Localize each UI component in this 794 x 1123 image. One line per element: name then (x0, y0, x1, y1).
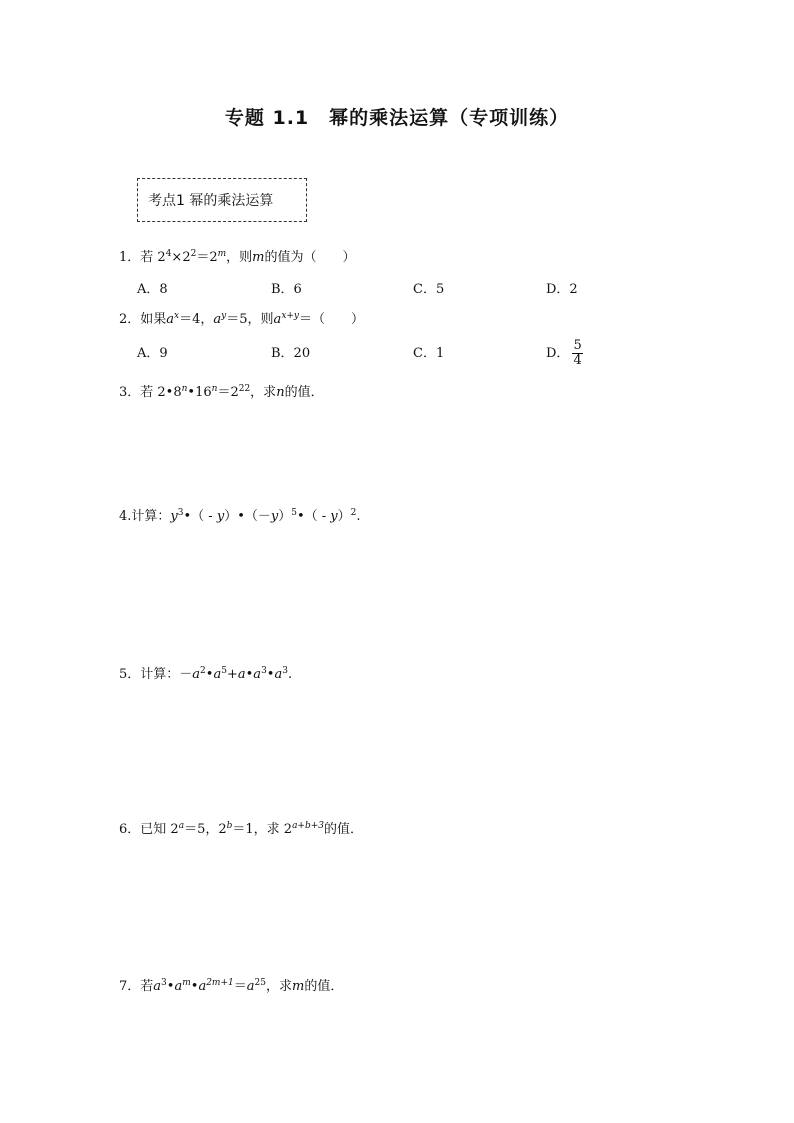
q3-text: ，求 (250, 385, 277, 400)
q5-exponent: 3 (261, 666, 267, 676)
q2-option-b: B．20 (271, 346, 311, 361)
q7-exponent: 3 (161, 978, 167, 988)
q7-exponent: 25 (254, 978, 266, 988)
question-6 (119, 822, 363, 838)
q6-text: 6．已知 2 (119, 822, 179, 837)
q7-text: • (166, 979, 175, 994)
q5-text: + (226, 667, 238, 682)
q5-exponent: 5 (221, 666, 227, 676)
q2-exponent: x+y (281, 311, 300, 321)
q6-exponent: a (178, 821, 185, 831)
q4-text: . (356, 509, 361, 524)
q7-text: ，求 (265, 979, 292, 994)
q6-text: ＝1，求 2 (232, 822, 293, 837)
q2-exponent: x (174, 311, 180, 321)
question-2 (119, 312, 364, 328)
q5-text: 5．计算：－ (119, 667, 193, 682)
q3-variable: n (276, 385, 285, 400)
q4-text: 4.计算： (119, 509, 171, 524)
q3-exponent: n (211, 384, 218, 394)
q7-text: 的值． (304, 979, 344, 994)
q3-exponent: 22 (238, 384, 251, 394)
q3-text: •16 (187, 385, 212, 400)
q3-exponent: n (181, 384, 188, 394)
fraction-numerator: 5 (573, 338, 582, 353)
q5-text: • (266, 667, 275, 682)
q2-text: 2．如果 (119, 312, 167, 327)
question-5 (119, 667, 292, 683)
question-4 (119, 509, 361, 525)
question-3 (119, 385, 324, 401)
q2-text: ＝5，则 (226, 312, 274, 327)
q5-exponent: 3 (282, 666, 288, 676)
q1-option-c: C．5 (413, 282, 445, 297)
q4-exponent: 5 (291, 508, 297, 518)
q1-text: 的值为（ ） (264, 250, 356, 265)
fraction-denominator: 4 (573, 353, 582, 368)
q2-text: ＝4， (179, 312, 214, 327)
q7-variable: a (246, 979, 255, 994)
q3-text: ＝2 (217, 385, 239, 400)
q5-text: • (245, 667, 254, 682)
q2-variable: a (166, 312, 175, 327)
q4-text: •（ - (296, 509, 331, 524)
q3-text: 3．若 2•8 (119, 385, 182, 400)
section-label: 考点1 幂的乘法运算 (148, 193, 274, 209)
q4-variable: y (330, 509, 338, 524)
q1-option-b: B．6 (271, 282, 302, 297)
q6-exponent: a+b+3 (292, 821, 324, 831)
page-title: 专题 1.1 幂的乘法运算（专项训练） (224, 107, 570, 129)
q2-option-d (546, 339, 583, 368)
q1-variable: m (252, 250, 265, 265)
section-label-box (137, 178, 307, 222)
q2-option-c: C．1 (413, 346, 445, 361)
q5-variable: a (274, 667, 283, 682)
q1-text: ，则 (226, 250, 253, 265)
q3-text: 的值． (284, 385, 324, 400)
q4-variable: y (170, 509, 178, 524)
q2-option-a: A．9 (137, 346, 168, 361)
q5-variable: a (237, 667, 246, 682)
q2-option-d-fraction (572, 339, 582, 368)
q2-variable: a (213, 312, 222, 327)
q5-text: . (287, 667, 293, 682)
q7-variable: m (291, 979, 305, 994)
q4-text: ） (337, 509, 351, 524)
q7-variable: a (153, 979, 162, 994)
q1-text: 1．若 2 (119, 250, 166, 265)
q7-variable: a (198, 979, 207, 994)
q4-exponent: 3 (177, 508, 184, 518)
q4-exponent: 2 (350, 508, 357, 518)
q5-variable: a (253, 667, 262, 682)
q5-variable: a (213, 667, 222, 682)
q7-text: • (190, 979, 199, 994)
q1-exponent: 4 (165, 249, 172, 259)
q7-text: 7．若 (119, 979, 154, 994)
q6-exponent: b (226, 821, 233, 831)
q4-text: ） (278, 509, 292, 524)
q1-option-d: D．2 (546, 282, 578, 297)
q4-text: ）•（－ (224, 509, 271, 524)
q1-text: ×2 (171, 250, 191, 265)
q5-exponent: 2 (200, 666, 206, 676)
q7-text: ＝ (233, 979, 247, 994)
question-1 (119, 250, 356, 266)
q2-text: ＝（ ） (299, 312, 365, 327)
q2-option-d-label: D． (546, 346, 570, 361)
q5-variable: a (192, 667, 201, 682)
q6-text: ＝5，2 (184, 822, 227, 837)
q7-variable: a (174, 979, 183, 994)
q1-text: ＝2 (196, 250, 218, 265)
q1-exponent: 2 (190, 249, 197, 259)
q1-exponent: m (217, 249, 227, 259)
q2-variable: a (273, 312, 282, 327)
q7-exponent: m (182, 978, 191, 988)
q2-exponent: y (221, 311, 227, 321)
q4-variable: y (216, 509, 225, 524)
q1-option-a: A．8 (137, 282, 168, 297)
q7-exponent: 2m+1 (206, 978, 234, 988)
q6-text: 的值． (324, 822, 364, 837)
question-7 (119, 979, 343, 995)
q4-text: •（ - (183, 509, 217, 524)
q4-variable: y (270, 509, 279, 524)
q5-text: • (205, 667, 214, 682)
